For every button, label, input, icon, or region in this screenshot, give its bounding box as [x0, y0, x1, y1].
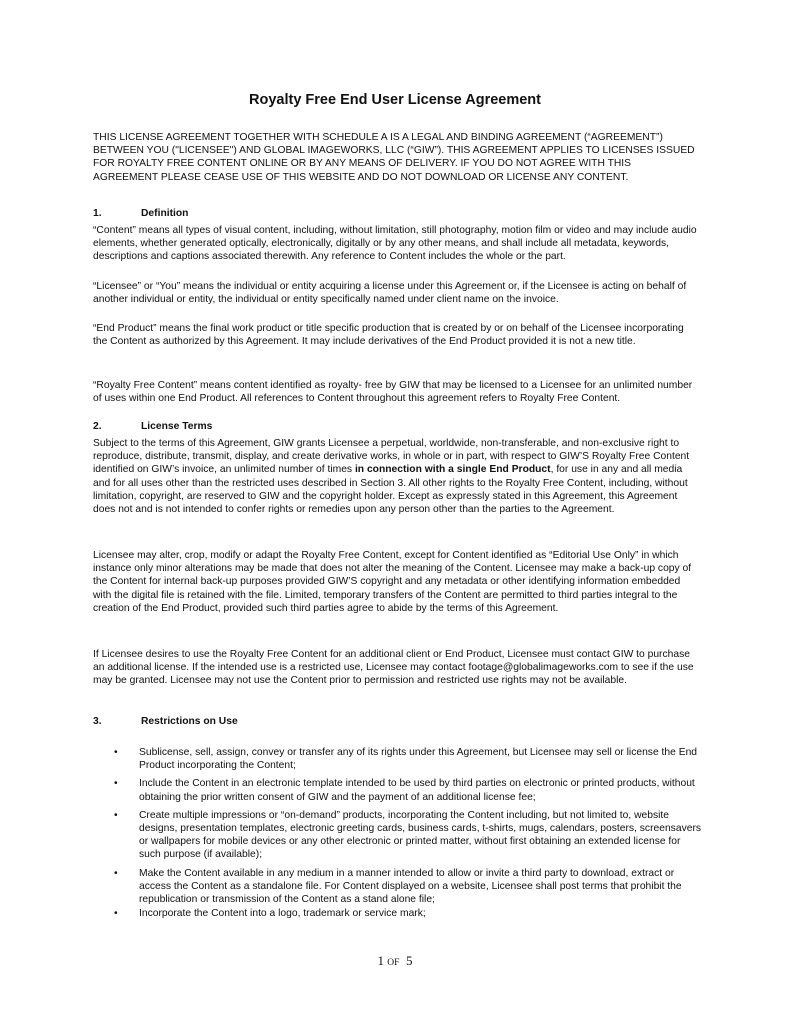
- list-item-text: Sublicense, sell, assign, convey or transfer any of its rights under this Agreement, but Licensee may sell or license the End Product incorporating the Content;: [139, 747, 698, 772]
- restrictions-list: [114, 746, 704, 925]
- bullet-icon: •: [114, 747, 118, 758]
- license-terms-additional-paragraph: If Licensee desires to use the Royalty Free Content for an additional client or End Product, Licensee must contact GIW to purchase an additional license. If the intended use is a restricted use, Licensee may contact footage@globalimageworks.com to see if the use may be granted. Licensee may not use the Content prior to permission and restricted use rights may not be available.: [93, 649, 694, 687]
- bullet-icon: •: [114, 778, 118, 790]
- section-title: Restrictions on Use: [141, 716, 238, 727]
- section-1-heading: [93, 208, 188, 219]
- bullet-icon: •: [114, 908, 118, 920]
- bullet-icon: •: [114, 867, 118, 879]
- section-number: 1.: [93, 208, 102, 219]
- list-item: [114, 907, 704, 920]
- list-item-text: Create multiple impressions or “on-demand” products, incorporating the Content including, but not limited to, website designs, presentation templates, electronic greeting cards, business cards, t-shirts, mugs, calendars, posters, screensavers or wallpapers for mobile devices or any other electronic or printed matter, without first obtaining an extended license for such purpose (if available);: [139, 809, 702, 861]
- document-title: Royalty Free End User License Agreement: [249, 92, 541, 108]
- definition-licensee: “Licensee” or “You” means the individual or entity acquiring a license under this Agreement or, if the Licensee is acting on behalf of another individual or entity, the individual or entity specifically named under client name on the invoice.: [93, 281, 687, 306]
- grant-emphasis: in connection with a single End Product: [354, 464, 551, 476]
- section-title: License Terms: [141, 421, 213, 432]
- license-terms-alteration-paragraph: Licensee may alter, crop, modify or adapt the Royalty Free Content, except for Content identified as “Editorial Use Only” in which instance only minor alterations may be made that does not alter the meaning of the Content. Licensee may make a back-up copy of the Content for internal back-up purposes provided GIW’S copyright and any metadata or other identifying information embedded with the digital file is retained with the file. Limited, temporary transfers of the Content are permitted to third parties integral to the creation of the End Product, provided such third parties agree to abide by the terms of this Agreement.: [93, 550, 692, 614]
- total-pages: 5: [405, 953, 413, 968]
- list-item-text: Make the Content available in any medium in a manner intended to allow or invite a third party to download, extract or access the Content as a standalone file. For Content displayed on a website, Licensee shall post terms that prohibit the republication or transmission of the Content as a stand alone file;: [139, 867, 682, 906]
- list-item: [114, 867, 704, 907]
- license-terms-grant-paragraph: [93, 437, 698, 516]
- current-page: 1: [377, 953, 385, 968]
- section-title: Definition: [141, 208, 189, 219]
- page-number-footer: [0, 953, 790, 969]
- intro-paragraph: THIS LICENSE AGREEMENT TOGETHER WITH SCHEDULE A IS A LEGAL AND BINDING AGREEMENT (“AGREEMENT”) BETWEEN YOU ("LICENSEE") AND GLOBAL IMAGEWORKS, LLC (“GIW”). THIS AGREEMENT APPLIES TO LICENSES ISSUED FOR ROYALTY FREE CONTENT ONLINE OR BY ANY MEANS OF DELIVERY. IF YOU DO NOT AGREE WITH THIS AGREEMENT PLEASE CEASE USE OF THIS WEBSITE AND DO NOT DOWNLOAD OR LICENSE ANY CONTENT.: [93, 132, 695, 183]
- grant-text: Subject to the terms of this Agreement, GIW grants Licensee a perpetual, worldwide, non-transferable, and non-exclusive right to reproduce, distribute, transmit, display, and create derivative works, in whole or in part, with respect to GIW’S Royalty Free Content identified on GIW’s invoice, an unlimited number of times: [93, 438, 690, 476]
- definition-royalty-free-content: “Royalty Free Content” means content identified as royalty- free by GIW that may be licensed to a Licensee for an unlimited number of uses within one End Product. All references to Content throughout this agreement refers to Royalty Free Content.: [93, 380, 693, 405]
- grant-text-continued: , for use in any and all media and for all uses other than the restricted uses described in Section 3. All other rights to the Royalty Free Content, including, without limitation, copyright, are reserved to GIW and the copyright holder. Except as expressly stated in this Agreement, this Agreement does not and is not intended to confer rights or remedies upon any person other than the parties to the Agreement.: [93, 464, 688, 516]
- section-3-heading: [93, 716, 238, 727]
- section-2-heading: [93, 421, 212, 432]
- list-item: [114, 777, 704, 803]
- of-label: OF: [387, 958, 400, 968]
- definition-content: “Content” means all types of visual content, including, without limitation, still photography, motion film or video and may include audio elements, whether generated optically, electronically, digitally or by any other means, and shall include all metadata, keywords, descriptions and captions associated therewith. Any reference to Content includes the whole or the part.: [93, 225, 697, 263]
- list-item: [114, 746, 704, 772]
- list-item: [114, 809, 704, 862]
- list-item-text: Include the Content in an electronic template intended to be used by third parties on electronic or printed products, without obtaining the prior written consent of GIW and the payment of an additional license fee;: [139, 778, 695, 803]
- section-number: 3.: [93, 716, 102, 727]
- definition-end-product: “End Product” means the final work product or title specific production that is created by or on behalf of the Licensee incorporating the Content as authorized by this Agreement. It may include derivatives of the End Product provided it is not a new title.: [93, 323, 684, 348]
- bullet-icon: •: [114, 809, 118, 821]
- list-item-text: Incorporate the Content into a logo, trademark or service mark;: [139, 908, 426, 920]
- section-number: 2.: [93, 421, 102, 432]
